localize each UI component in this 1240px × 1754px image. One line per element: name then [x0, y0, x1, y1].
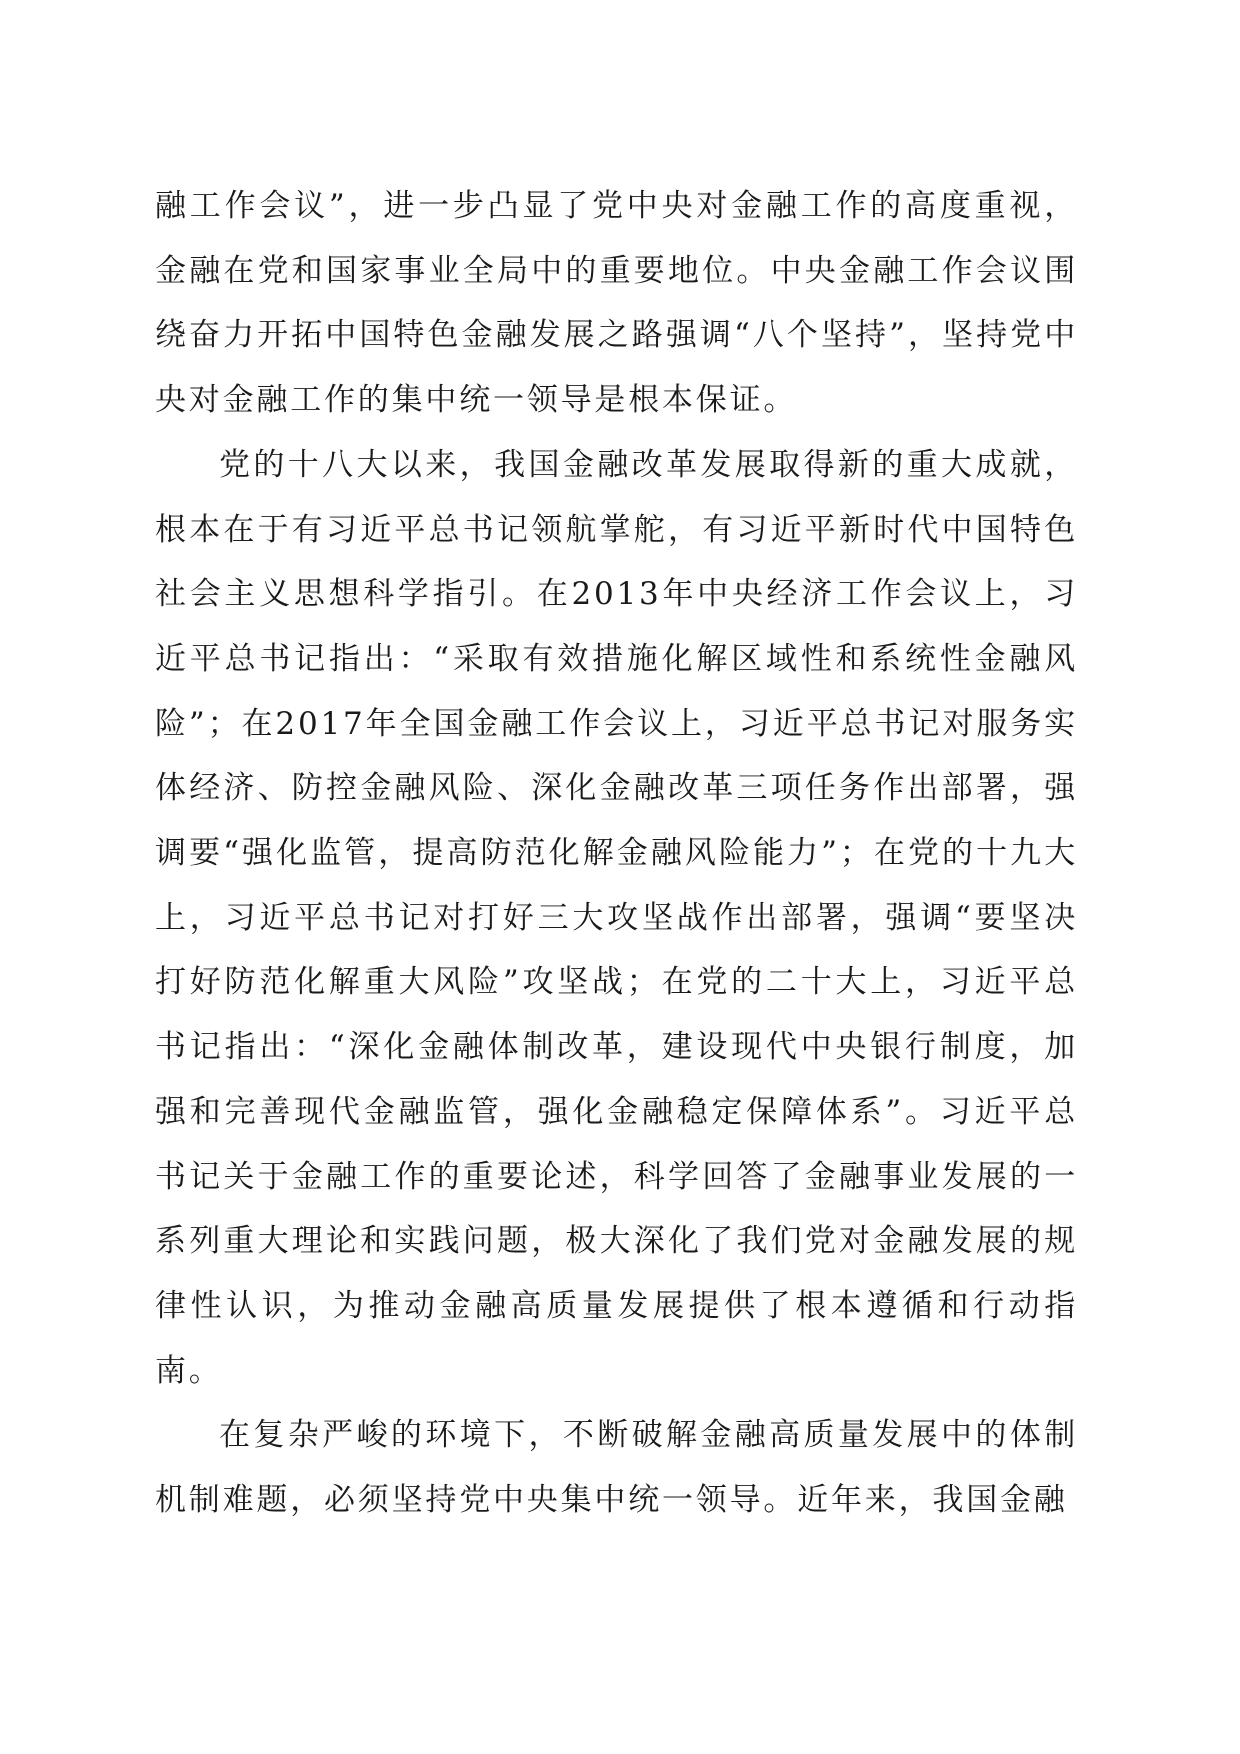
paragraph-2: 党的十八大以来，我国金融改革发展取得新的重大成就，根本在于有习近平总书记领航掌舵，有习近平新时代中国特色社会主义思想科学指引。在2013年中央经济工作会议上，习近平总书记指出：“采取有效措施化解区域性和系统性金融风险”；在2017年全国金融工作会议上，习近平总书记对服务实体经济、防控金融风险、深化金融改革三项任务作出部署，强调要“强化监管，提高防范化解金融风险能力”；在党的十九大上，习近平总书记对打好三大攻坚战作出部署，强调“要坚决打好防范化解重大风险”攻坚战；在党的二十大上，习近平总书记指出：“深化金融体制改革，建设现代中央银行制度，加强和完善现代金融监管，强化金融稳定保障体系”。习近平总书记关于金融工作的重要论述，科学回答了金融事业发展的一系列重大理论和实践问题，极大深化了我们党对金融发展的规律性认识，为推动金融高质量发展提供了根本遵循和行动指南。 — [155, 446, 1078, 1389]
document-body — [155, 174, 1078, 1533]
paragraph-3: 在复杂严峻的环境下，不断破解金融高质量发展中的体制机制难题，必须坚持党中央集中统一领导。近年来，我国金融 — [155, 1417, 1078, 1519]
paragraph-1: 融工作会议”，进一步凸显了党中央对金融工作的高度重视，金融在党和国家事业全局中的重要地位。中央金融工作会议围绕奋力开拓中国特色金融发展之路强调“八个坚持”，坚持党中央对金融工作的集中统一领导是根本保证。 — [155, 188, 1078, 419]
